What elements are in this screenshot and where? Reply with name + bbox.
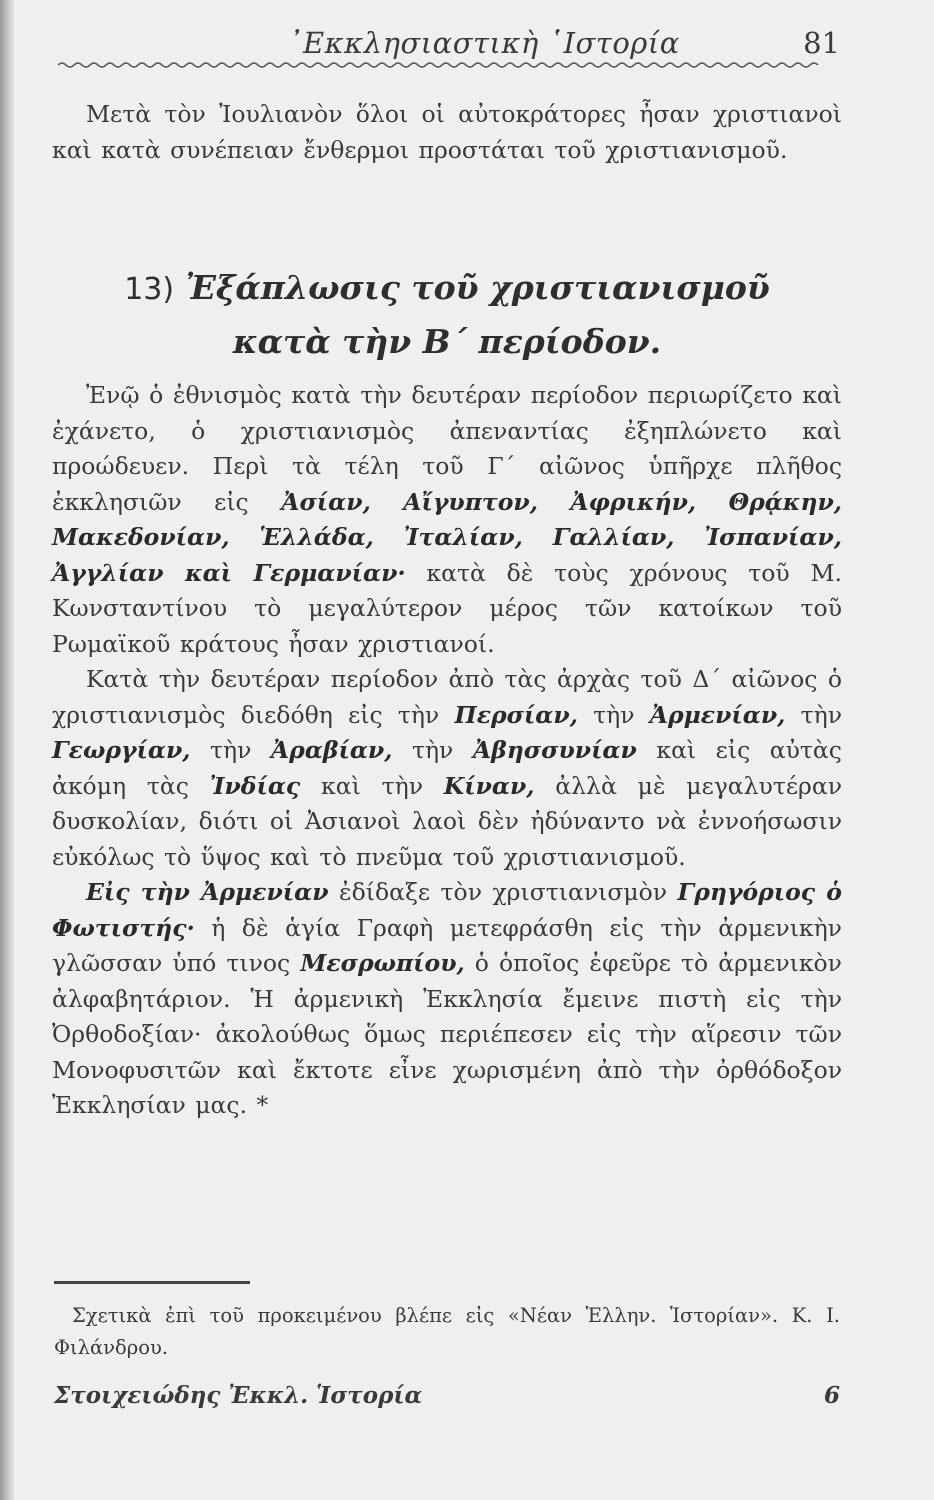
place-georgia: Γεωργίαν, [52, 736, 191, 764]
paragraph-1 [52, 378, 842, 662]
wavy-header-rule [58, 60, 824, 70]
paragraph-2-text-d: τὴν [209, 736, 252, 764]
paragraph-2-text-b: τὴν [593, 700, 635, 729]
place-italy: Ἰταλίαν, [403, 523, 523, 551]
paragraph-3-text-b: ἡ δὲ ἁγία Γραφὴ μετεφράσθη εἰς τὴν ἀρμενικὴν γλῶσσαν ὑπό τινος [52, 913, 842, 977]
paragraph-3 [52, 875, 842, 1124]
place-india: Ἰνδίας [209, 771, 301, 800]
paragraph-1-text-a: Ἐνῷ ὁ ἐθνισμὸς κατὰ τὴν δευτέραν περίοδον περιωρίζετο καὶ ἐχάνετο, ὁ χριστιανισμὸς ἀπεναντίας ἐξηπλώνετο καὶ προώδευεν. Περὶ τὰ τέλη τοῦ Γ΄ αἰῶνος ὑπῆρχε πλῆθος ἐκκλησιῶν εἰς [52, 381, 842, 516]
place-persia: Περσίαν, [454, 700, 578, 729]
section-body [52, 378, 842, 1124]
name-gregory-illuminator: Γρηγόριος ὁ Φωτιστής· [52, 878, 842, 942]
intro-paragraph: Μετὰ τὸν Ἰουλιανὸν ὅλοι οἱ αὐτοκράτορες ἦσαν χριστιανοὶ καὶ κατὰ συνέπειαν ἔνθερμοι προστάται τοῦ χριστιανισμοῦ. [52, 100, 842, 164]
place-macedonia: Μακεδονίαν, [52, 523, 230, 551]
section-title-line-1: Ἐξάπλωσις τοῦ χριστιανισμοῦ [185, 268, 770, 307]
footnote: Σχετικὰ ἐπὶ τοῦ προκειμένου βλέπε εἰς «Νέαν Ἑλλην. Ἱστορίαν». Κ. Ι. Φιλάνδρου. [54, 1304, 840, 1359]
section-title-line-2: κατὰ τὴν Β΄ περίοδον. [232, 322, 662, 361]
footnote-rule [54, 1281, 250, 1284]
section-number: 13) [124, 272, 175, 307]
paragraph-2-text-f: καὶ εἰς αὐτὰς ἀκόμη τὰς [52, 736, 842, 800]
place-england-germany: Ἀγγλίαν καὶ Γερμανίαν· [52, 558, 406, 587]
section-heading [52, 262, 842, 368]
name-mesrop: Μεσρωπίου, [300, 949, 465, 977]
footer-book-title: Στοιχειώδης Ἐκκλ. Ἱστορία [54, 1382, 423, 1409]
emphasis-to-armenia: Εἰς τὴν Ἀρμενίαν [86, 878, 329, 906]
place-armenia: Ἀρμενίαν, [649, 700, 786, 729]
place-china: Κίναν, [443, 771, 535, 800]
place-africa: Ἀφρικήν, [570, 487, 697, 516]
paragraph-2 [52, 662, 842, 875]
page-footer [54, 1382, 840, 1416]
paragraph-3-text-a: ἐδίδαξε τὸν χριστιανισμὸν [339, 878, 668, 906]
place-arabia: Ἀραβίαν, [270, 736, 393, 764]
intro-paragraph-block [52, 97, 842, 168]
page-number: 81 [803, 26, 840, 60]
paragraph-2-text-e: τὴν [411, 736, 454, 764]
running-title: ᾿Εκκλησιαστικὴ ῾Ιστορία [288, 26, 680, 60]
paragraph-3-text-c: ὁ ὁποῖος ἐφεῦρε τὸ ἀρμενικὸν ἀλφαβητάριον. Ἡ ἀρμενικὴ Ἐκκλησία ἔμεινε πιστὴ εἰς τὴν Ὀρθοδοξίαν· ἀκολούθως ὅμως περιέπεσεν εἰς τὴν αἵρεσιν τῶν Μονοφυσιτῶν καὶ ἔκτοτε εἶνε χωρισμένη ἀπὸ τὴν ὀρθόδοξον Ἐκκλησίαν μας. * [52, 949, 842, 1119]
page-gutter-shadow [0, 0, 14, 1500]
place-gaul: Γαλλίαν, [552, 523, 675, 551]
paragraph-1-text-b: κατὰ δὲ τοὺς χρόνους τοῦ Μ. Κωνσταντίνου τὸ μεγαλύτερον μέρος τῶν κατοίκων τοῦ Ρωμαϊκοῦ κράτους ἦσαν χριστιανοί. [52, 558, 843, 658]
place-spain: Ἰσπανίαν, [704, 523, 842, 551]
place-abyssinia: Ἀβησσυνίαν [472, 736, 637, 764]
paragraph-2-text-a: Κατὰ τὴν δευτέραν περίοδον ἀπὸ τὰς ἀρχὰς τοῦ Δ΄ αἰῶνος ὁ χριστιανισμὸς διεδόθη εἰς τὴν [52, 665, 842, 729]
paragraph-2-text-h: ἀλλὰ μὲ μεγαλυτέραν δυσκολίαν, διότι οἱ Ἀσιανοὶ λαοὶ δὲν ἠδύναντο νὰ ἐννοήσωσιν εὐκόλως τὸ ὕψος καὶ τὸ πνεῦμα τοῦ χριστιανισμοῦ. [52, 771, 842, 871]
paragraph-2-text-g: καὶ τὴν [321, 771, 423, 800]
place-greece: Ἑλλάδα, [259, 523, 374, 551]
footer-signature-mark: 6 [823, 1382, 840, 1409]
place-thrace: Θρᾴκην, [728, 487, 842, 516]
section-heading-line-1 [52, 262, 842, 316]
place-egypt: Αἴγυπτον, [403, 487, 538, 516]
place-asia: Ἀσίαν, [281, 487, 371, 516]
paragraph-2-text-c: τὴν [800, 700, 842, 729]
